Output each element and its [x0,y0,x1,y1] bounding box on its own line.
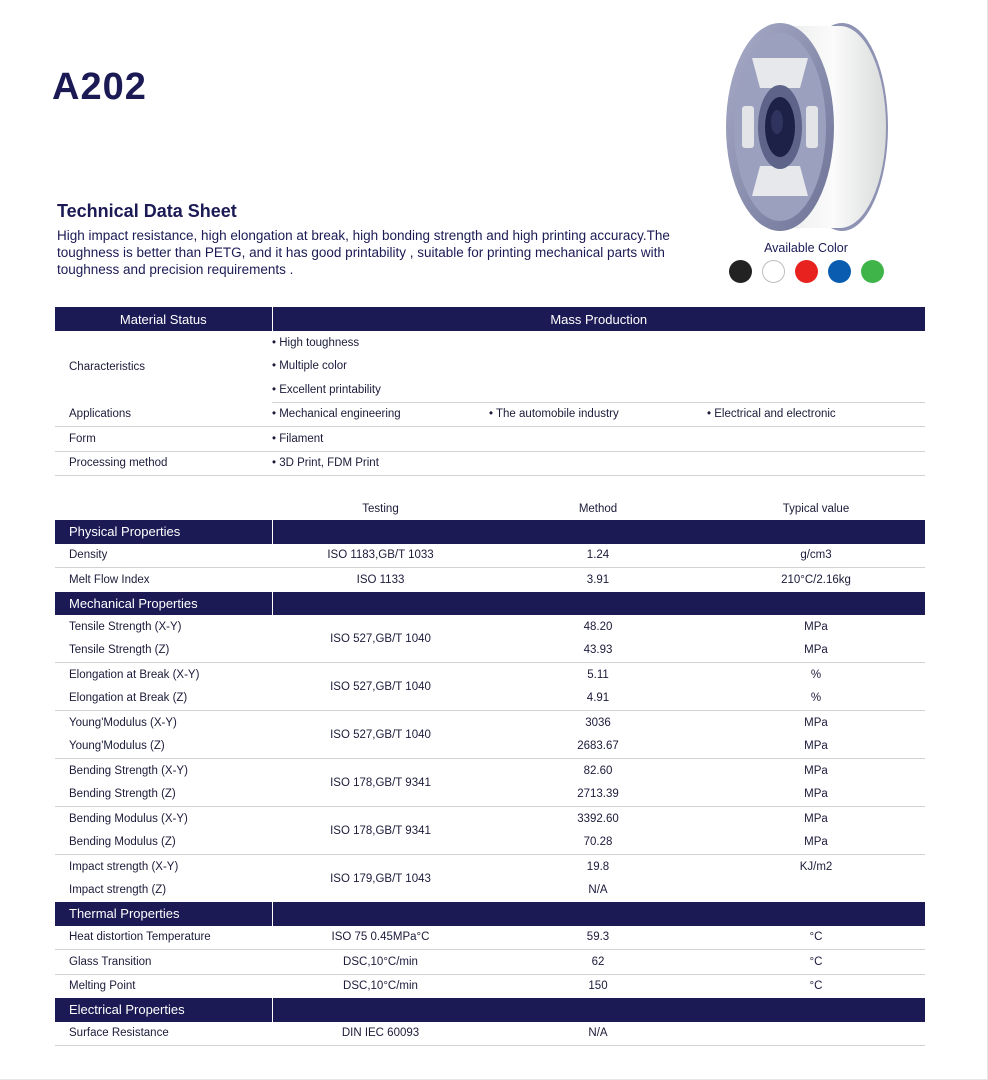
table-row [55,639,925,663]
table-row [55,735,925,759]
property-method: 1.24 [489,544,707,568]
property-testing: ISO 1183,GB/T 1033 [272,544,489,568]
property-typical: MPa [804,620,828,633]
property-typical: MPa [804,764,828,777]
applications-label: Applications [55,402,272,427]
property-testing: ISO 1133 [356,573,405,586]
property-typical: °C [707,950,925,975]
section-title: Thermal Properties [55,902,272,926]
form-label: Form [55,427,272,452]
property-typical: g/cm3 [707,544,925,568]
property-method: 3392.60 [577,812,619,825]
property-typical: 210°C/2.16kg [781,573,851,586]
table-row [55,831,925,855]
section-header-fill [272,998,925,1022]
testing-header: Testing [362,502,399,515]
property-method: 48.20 [583,620,613,633]
property-method: 70.28 [489,831,707,855]
property-method: 150 [588,980,608,993]
property-testing: DSC,10°C/min [343,980,418,993]
property-name: Tensile Strength (X-Y) [69,620,182,633]
property-testing: ISO 178,GB/T 9341 [272,759,489,807]
product-name: A202 [52,66,147,108]
color-swatch-white [762,260,785,283]
property-method: 3036 [585,716,611,729]
property-name: Density [55,544,272,568]
filament-spool-image [722,18,892,236]
section-header-thermal [55,902,925,926]
property-method: 2713.39 [489,783,707,807]
property-method: 19.8 [586,860,610,873]
table-row [55,807,925,831]
property-typical: KJ/m2 [799,860,833,873]
property-typical: °C [809,980,823,993]
table-row [55,1022,925,1046]
application-item: • Electrical and electronic [707,402,925,427]
method-header: Method [578,502,618,515]
property-name: Melting Point [69,980,136,993]
table-row [55,711,925,735]
section-title: Electrical Properties [55,998,272,1022]
property-name: Bending Strength (Z) [55,783,272,807]
table-row [55,855,925,879]
property-testing: ISO 527,GB/T 1040 [272,615,489,663]
available-color-label: Available Color [764,241,848,255]
table-row [55,879,925,903]
color-swatch-black [729,260,752,283]
material-status-row [55,307,925,331]
table-row [55,568,925,592]
color-swatch-green [861,260,884,283]
property-method: N/A [489,1022,707,1046]
property-name: Young'Modulus (Z) [55,735,272,759]
property-typical: % [707,687,925,711]
material-status-value: Mass Production [272,307,925,331]
section-header-fill [272,592,925,616]
property-typical: MPa [707,639,925,663]
properties-column-header [55,497,925,520]
property-typical [707,879,925,903]
processing-value: • 3D Print, FDM Print [272,451,925,476]
table-row [55,783,925,807]
property-typical: MPa [707,735,925,759]
property-name: Impact strength (Z) [69,884,167,897]
property-typical: °C [707,926,925,950]
property-method: 4.91 [489,687,707,711]
property-method: 62 [489,950,707,975]
section-header-mechanical [55,592,925,616]
property-name: Bending Strength (X-Y) [69,764,188,777]
characteristic-item: • Multiple color [272,360,347,373]
property-testing: ISO 527,GB/T 1040 [272,711,489,759]
property-name: Heat distortion Temperature [55,926,272,950]
property-typical: % [810,668,822,681]
typical-value-header: Typical value [782,502,850,515]
property-typical: MPa [707,831,925,855]
application-item: • The automobile industry [489,402,707,427]
property-name: Elongation at Break (Z) [55,687,272,711]
property-testing: ISO 75 0.45MPa°C [272,926,489,950]
table-row [55,615,925,639]
property-typical: MPa [804,812,828,825]
color-swatch-red [795,260,818,283]
form-row [55,427,925,452]
property-testing: DSC,10°C/min [272,950,489,975]
table-row [55,687,925,711]
section-title: Mechanical Properties [55,592,272,616]
property-name: Bending Modulus (X-Y) [69,812,188,825]
application-item: • Mechanical engineering [272,402,489,427]
table-row [55,950,925,975]
table-row [55,544,925,568]
section-title: Physical Properties [55,520,272,544]
property-name: Impact strength (X-Y) [69,860,179,873]
property-testing: DIN IEC 60093 [272,1022,489,1046]
property-method: 5.11 [587,668,609,681]
property-testing: ISO 179,GB/T 1043 [330,872,431,885]
property-name: Melt Flow Index [69,573,150,586]
table-row [55,926,925,950]
property-testing: ISO 527,GB/T 1040 [272,663,489,711]
product-description: High impact resistance, high elongation at break, high bonding strength and high printing accuracy.The toughness is better than PETG, and it has good printability , suitable for printing mechanical parts with toughness and precision requirements . [57,228,670,277]
property-name: Tensile Strength (Z) [55,639,272,663]
property-method: 43.93 [489,639,707,663]
applications-row [55,402,925,427]
empty-header-cell [55,497,272,520]
characteristics-row-1 [55,331,925,355]
section-header-electrical [55,998,925,1022]
property-name: Bending Modulus (Z) [55,831,272,855]
property-method: 2683.67 [489,735,707,759]
characteristics-label: Characteristics [69,360,146,373]
section-header-fill [272,520,925,544]
processing-row [55,451,925,476]
section-header-fill [272,902,925,926]
property-method: 3.91 [586,573,610,586]
color-swatch-blue [828,260,851,283]
table-row [55,663,925,687]
processing-label: Processing method [55,451,272,476]
section-header-physical [55,520,925,544]
property-name: Surface Resistance [55,1022,272,1046]
property-method: 82.60 [583,764,613,777]
material-status-label: Material Status [55,307,272,331]
table-row [55,974,925,998]
property-method: N/A [588,884,608,897]
property-name: Glass Transition [55,950,272,975]
characteristic-item: • Excellent printability [272,378,925,402]
table-row [55,759,925,783]
property-name: Elongation at Break (X-Y) [69,668,200,681]
property-testing: ISO 178,GB/T 9341 [272,807,489,855]
properties-table [55,497,925,1046]
sheet-title: Technical Data Sheet [57,201,237,221]
color-swatches [729,260,884,283]
property-typical [707,1022,925,1046]
characteristic-item: • High toughness [272,336,360,349]
property-typical: MPa [707,783,925,807]
property-method: 59.3 [489,926,707,950]
form-value: • Filament [272,427,925,452]
general-info-table [55,307,925,476]
property-typical: MPa [804,716,828,729]
property-name: Young'Modulus (X-Y) [69,716,177,729]
